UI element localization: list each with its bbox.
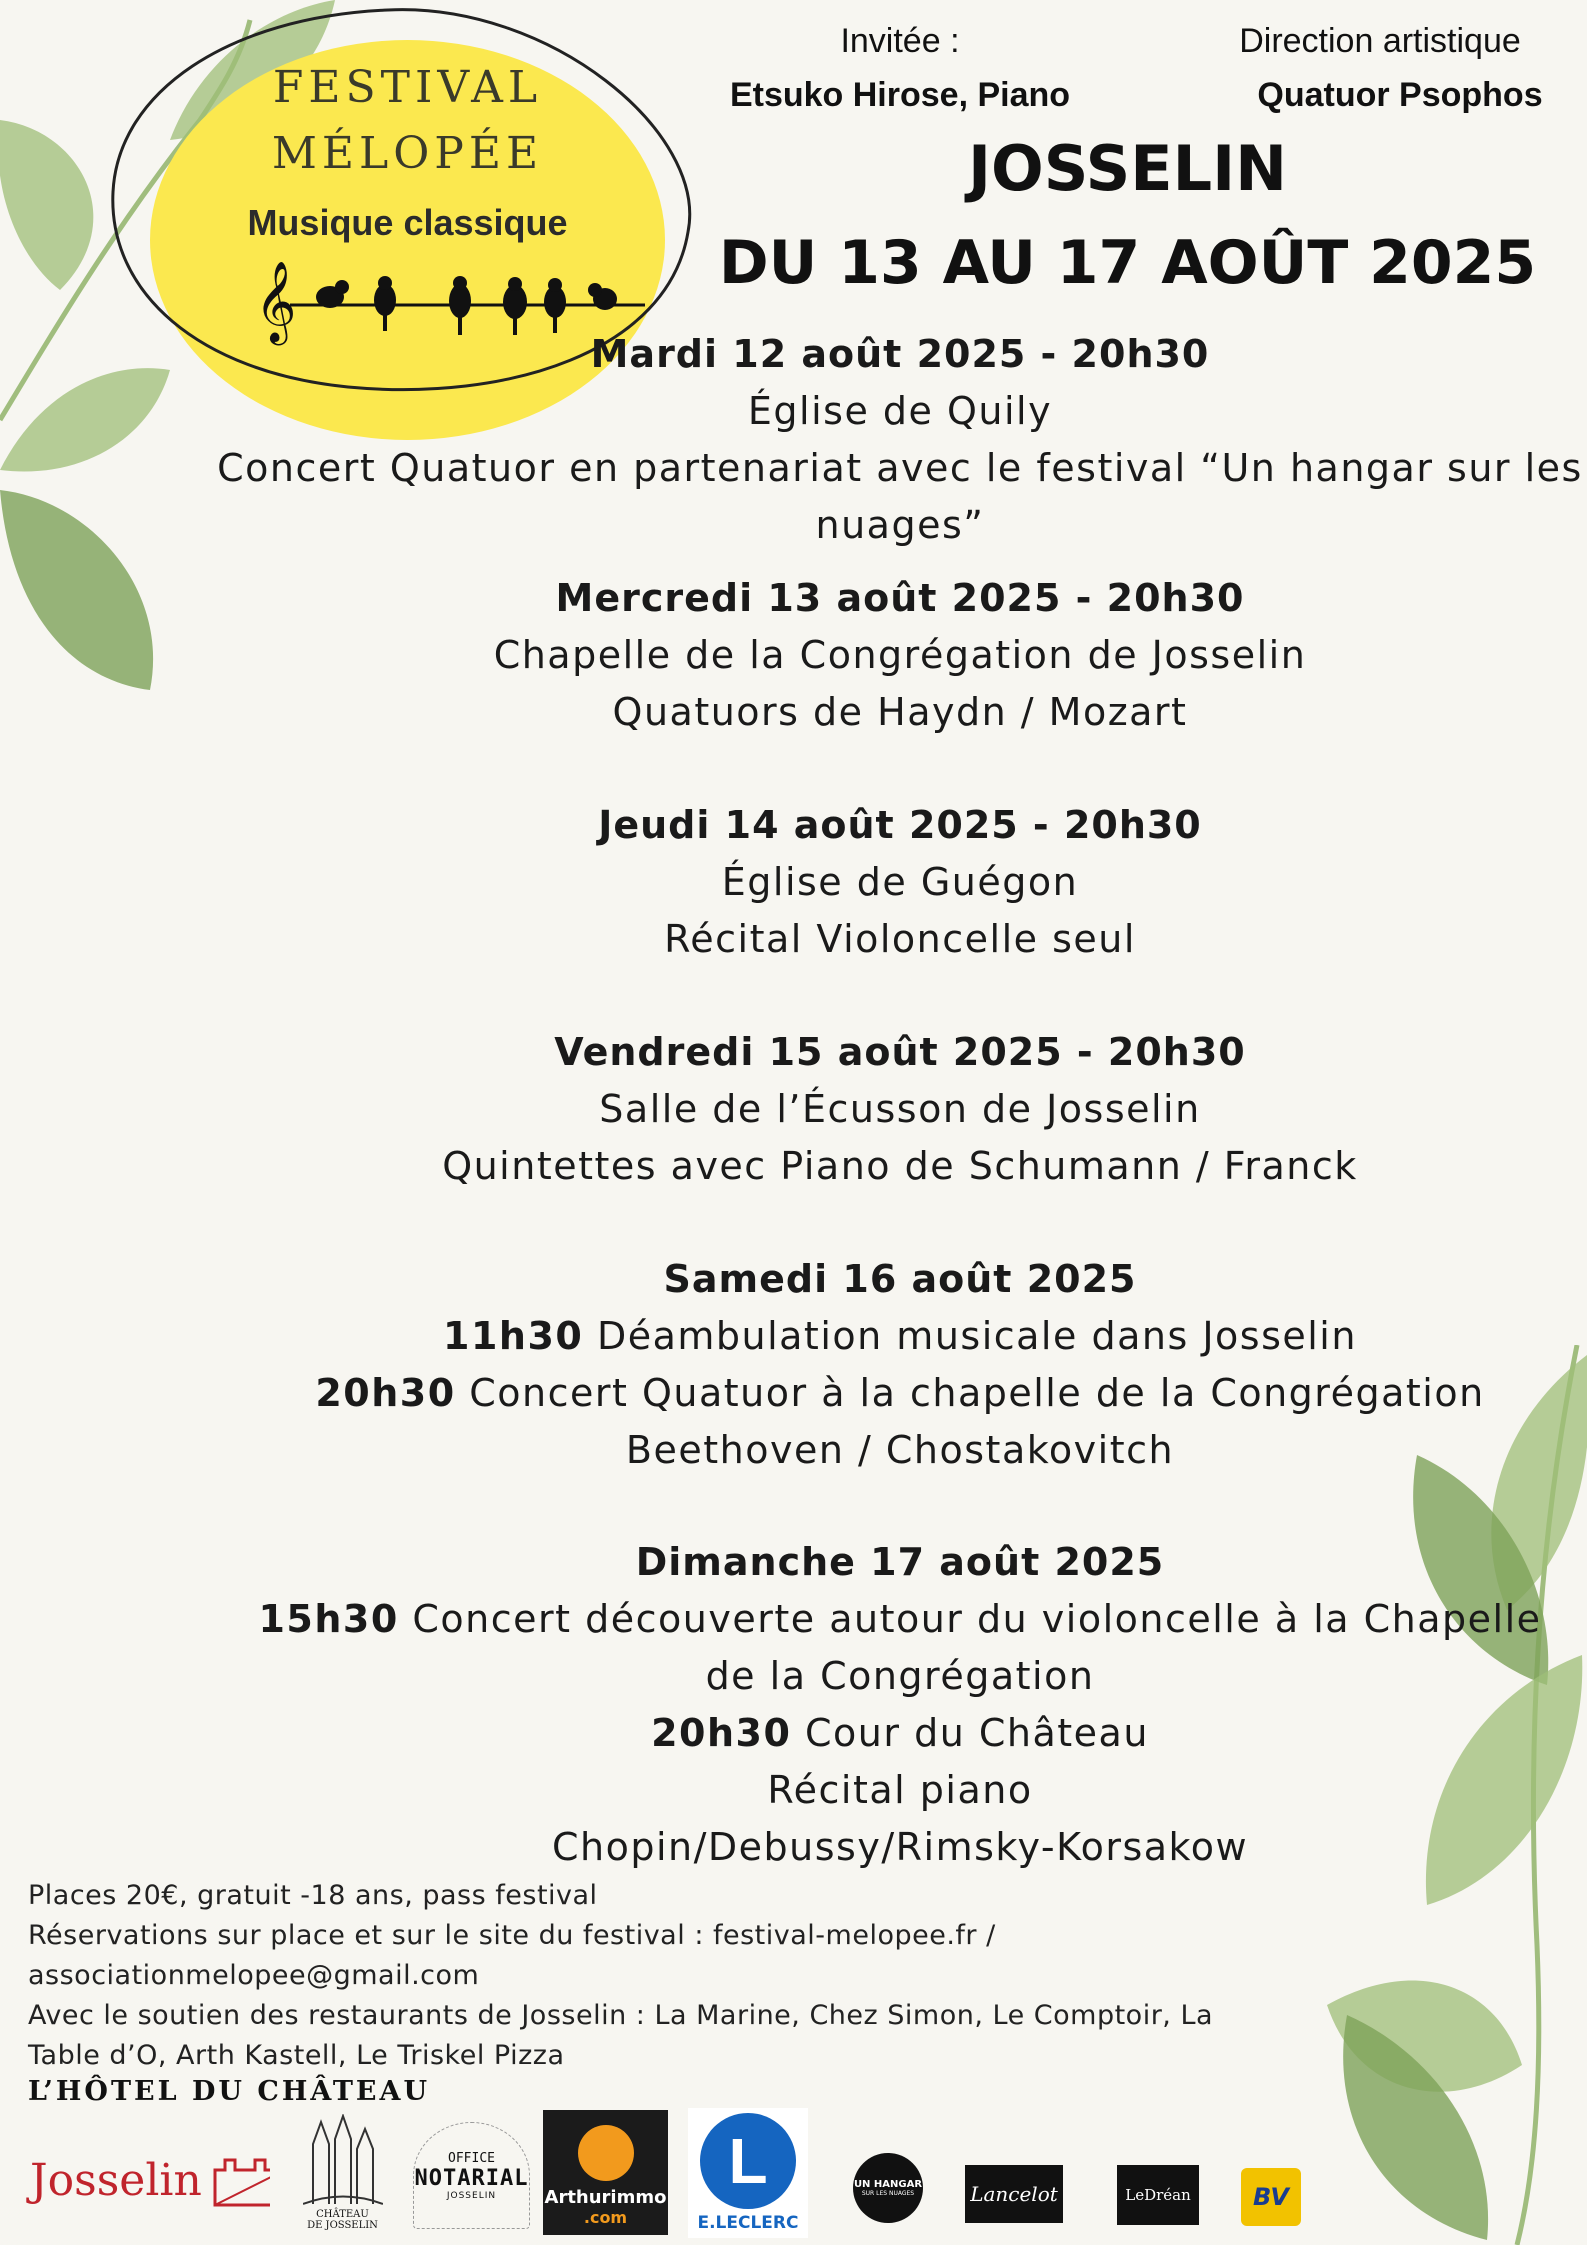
leclerc-logo	[688, 2108, 808, 2238]
hangar-badge-icon	[853, 2153, 923, 2223]
event-description: Concert découverte autour du violoncelle à la Chapelle	[398, 1597, 1542, 1641]
event-time: 20h30	[651, 1711, 792, 1755]
support-text: Table d’O, Arth Kastell, Le Triskel Pizza	[28, 2040, 565, 2071]
office-notarial-logo	[413, 2122, 530, 2229]
lancelot-logo-text: Lancelot	[970, 2182, 1058, 2206]
ledrean-logo-text: LeDréan	[1125, 2186, 1191, 2204]
arthurimmo-logo	[543, 2110, 668, 2235]
logo-subtitle: Musique classique	[247, 202, 568, 243]
hangar-logo-text: SUR LES NUAGES	[861, 2189, 915, 2197]
support-text: Avec le soutien des restaurants de Josselin : La Marine, Chez Simon, Le Comptoir, La	[28, 2000, 1214, 2031]
lancelot-logo	[965, 2165, 1063, 2223]
guest-name: Etsuko Hirose, Piano	[729, 76, 1071, 114]
prices-text: Places 20€, gratuit -18 ans, pass festival	[28, 1880, 598, 1911]
arthurimmo-logo-text: Arthurimmo	[544, 2186, 667, 2208]
event-day: Vendredi 15 août 2025 - 20h30	[554, 1030, 1246, 1074]
city-title: JOSSELIN	[967, 132, 1288, 205]
event-time: 11h30	[443, 1314, 584, 1358]
leclerc-letter: L	[728, 2125, 768, 2197]
event-slot	[215, 1591, 1585, 1648]
event-description: Récital piano	[767, 1768, 1033, 1812]
direction-label: Direction artistique	[1239, 22, 1521, 60]
chateau-towers-icon	[303, 2114, 383, 2209]
leclerc-logo-text: E.LECLERC	[697, 2213, 799, 2233]
chateau-logo-text: DE JOSSELIN	[307, 2220, 378, 2231]
event-slot	[215, 1308, 1585, 1365]
dates-title: DU 13 AU 17 AOÛT 2025	[718, 228, 1537, 298]
event-venue: Église de Guégon	[721, 860, 1079, 904]
event-description: Chopin/Debussy/Rimsky-Korsakow	[551, 1825, 1249, 1869]
event-time: 20h30	[315, 1371, 456, 1415]
event-day: Jeudi 14 août 2025 - 20h30	[598, 803, 1202, 847]
event-description: de la Congrégation	[705, 1654, 1095, 1698]
reservations-text: Réservations sur place et sur le site du festival : festival-melopee.fr /	[28, 1920, 996, 1951]
arthurimmo-logo-text: .com	[583, 2207, 628, 2227]
event-slot	[215, 1705, 1585, 1762]
event-day: Dimanche 17 août 2025	[635, 1540, 1165, 1584]
bv-logo	[1241, 2168, 1301, 2226]
hangar-logo-text: UN HANGAR	[853, 2178, 923, 2190]
office-logo-text: OFFICE	[448, 2150, 495, 2166]
un-hangar-logo	[843, 2150, 933, 2225]
leclerc-circle-icon	[700, 2113, 796, 2209]
guest-label: Invitée :	[840, 22, 960, 60]
event-jeudi	[215, 797, 1585, 968]
event-venue: Salle de l’Écusson de Josselin	[599, 1087, 1201, 1131]
event-slot	[215, 1365, 1585, 1422]
email-text: associationmelopee@gmail.com	[28, 1960, 480, 1991]
event-mardi	[215, 326, 1585, 554]
event-mercredi	[215, 570, 1585, 741]
svg-text:𝄞: 𝄞	[255, 260, 297, 342]
leaf-mid-left	[0, 480, 170, 700]
event-venue: Église de Quily	[747, 389, 1053, 433]
event-description: Quintettes avec Piano de Schumann / Franck	[442, 1144, 1358, 1188]
chateau-de-josselin-logo	[290, 2105, 395, 2240]
event-day: Mardi 12 août 2025 - 20h30	[590, 332, 1210, 376]
bv-logo-text: BV	[1253, 2183, 1289, 2211]
event-day: Mercredi 13 août 2025 - 20h30	[555, 576, 1245, 620]
josselin-logo-text: Josselin	[30, 2154, 202, 2206]
event-samedi	[215, 1251, 1585, 1479]
office-logo-text: JOSSELIN	[446, 2190, 497, 2201]
logo-title-line1: FESTIVAL	[272, 62, 543, 113]
direction-name: Quatuor Psophos	[1257, 76, 1543, 114]
event-time: 15h30	[258, 1597, 399, 1641]
event-dimanche	[215, 1534, 1585, 1876]
event-venue: Chapelle de la Congrégation de Josselin	[493, 633, 1307, 677]
event-description: Concert Quatuor en partenariat avec le festival “Un hangar sur les	[217, 446, 1583, 490]
chateau-logo-text: CHÂTEAU	[316, 2209, 369, 2220]
sponsor-logos	[0, 2100, 1587, 2245]
practical-info	[28, 1876, 1348, 2076]
event-description: Quatuors de Haydn / Mozart	[612, 690, 1188, 734]
event-description: Concert Quatuor à la chapelle de la Congrégation	[455, 1371, 1485, 1415]
event-description: Cour du Château	[791, 1711, 1149, 1755]
castle-icon	[210, 2150, 270, 2210]
event-description: Déambulation musicale dans Josselin	[583, 1314, 1357, 1358]
event-description: Récital Violoncelle seul	[664, 917, 1136, 961]
hotel-du-chateau-logo: L’HÔTEL DU CHÂTEAU	[28, 2076, 430, 2107]
event-description: nuages”	[815, 503, 985, 547]
event-vendredi	[215, 1024, 1585, 1195]
josselin-logo	[30, 2140, 270, 2220]
event-description: Beethoven / Chostakovitch	[625, 1428, 1175, 1472]
ledrean-logo	[1117, 2165, 1199, 2225]
logo-title-line2: MÉLOPÉE	[271, 128, 544, 179]
event-day: Samedi 16 août 2025	[663, 1257, 1137, 1301]
arthurimmo-badge-icon	[578, 2125, 634, 2181]
office-logo-text: NOTARIAL	[414, 2165, 529, 2191]
